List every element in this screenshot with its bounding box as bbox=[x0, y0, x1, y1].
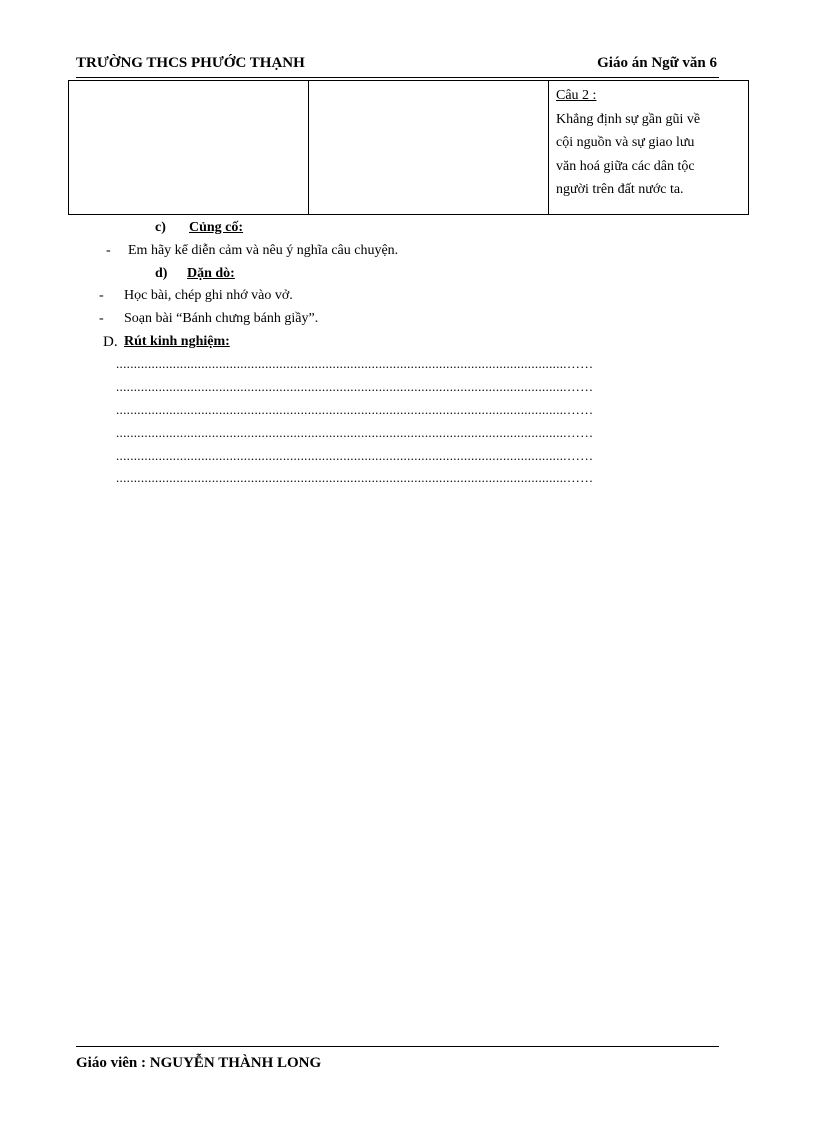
section-D-label: D. bbox=[103, 334, 118, 350]
dotted-line: ...............................................................................................................................…… bbox=[116, 402, 594, 417]
answer-line: người trên đất nước ta. bbox=[556, 182, 684, 197]
table-cell-content bbox=[549, 81, 749, 215]
answer-line: Khẳng định sự gần gũi về bbox=[556, 111, 701, 127]
section-d-title: Dặn dò: bbox=[187, 266, 235, 281]
lesson-table bbox=[68, 80, 749, 215]
subject-title: Giáo án Ngữ văn 6 bbox=[597, 55, 717, 71]
table-cell-activity bbox=[69, 81, 309, 215]
dotted-line: ...............................................................................................................................…… bbox=[116, 379, 594, 394]
section-c-title: Củng cố: bbox=[189, 220, 244, 235]
list-item: Soạn bài “Bánh chưng bánh giầy”. bbox=[124, 311, 319, 326]
teacher-name: Giáo viên : NGUYỄN THÀNH LONG bbox=[76, 1055, 322, 1071]
list-item: Em hãy kể diễn cảm và nêu ý nghĩa câu chuyện. bbox=[128, 243, 399, 258]
page-footer bbox=[76, 1046, 719, 1072]
list-item: Học bài, chép ghi nhớ vào vở. bbox=[124, 288, 293, 303]
table-cell-student bbox=[309, 81, 549, 215]
section-c-label: c) bbox=[155, 220, 166, 235]
dotted-line: ...............................................................................................................................…… bbox=[116, 425, 594, 440]
answer-line: cội nguồn và sự giao lưu bbox=[556, 135, 695, 150]
section-d-label: d) bbox=[155, 266, 168, 281]
dotted-line: ...............................................................................................................................…… bbox=[116, 356, 594, 371]
answer-line: văn hoá giữa các dân tộc bbox=[556, 158, 695, 174]
section-D-title: Rút kinh nghiệm: bbox=[124, 334, 230, 349]
bullet-dash: - bbox=[99, 288, 104, 303]
dotted-line: ...............................................................................................................................…… bbox=[116, 448, 594, 463]
dotted-line: ...............................................................................................................................…… bbox=[116, 470, 594, 485]
school-name: TRƯỜNG THCS PHƯỚC THẠNH bbox=[76, 55, 305, 71]
bullet-dash: - bbox=[99, 311, 104, 326]
bullet-dash: - bbox=[106, 243, 111, 258]
question-heading: Câu 2 : bbox=[556, 88, 597, 103]
page-header bbox=[76, 55, 719, 78]
